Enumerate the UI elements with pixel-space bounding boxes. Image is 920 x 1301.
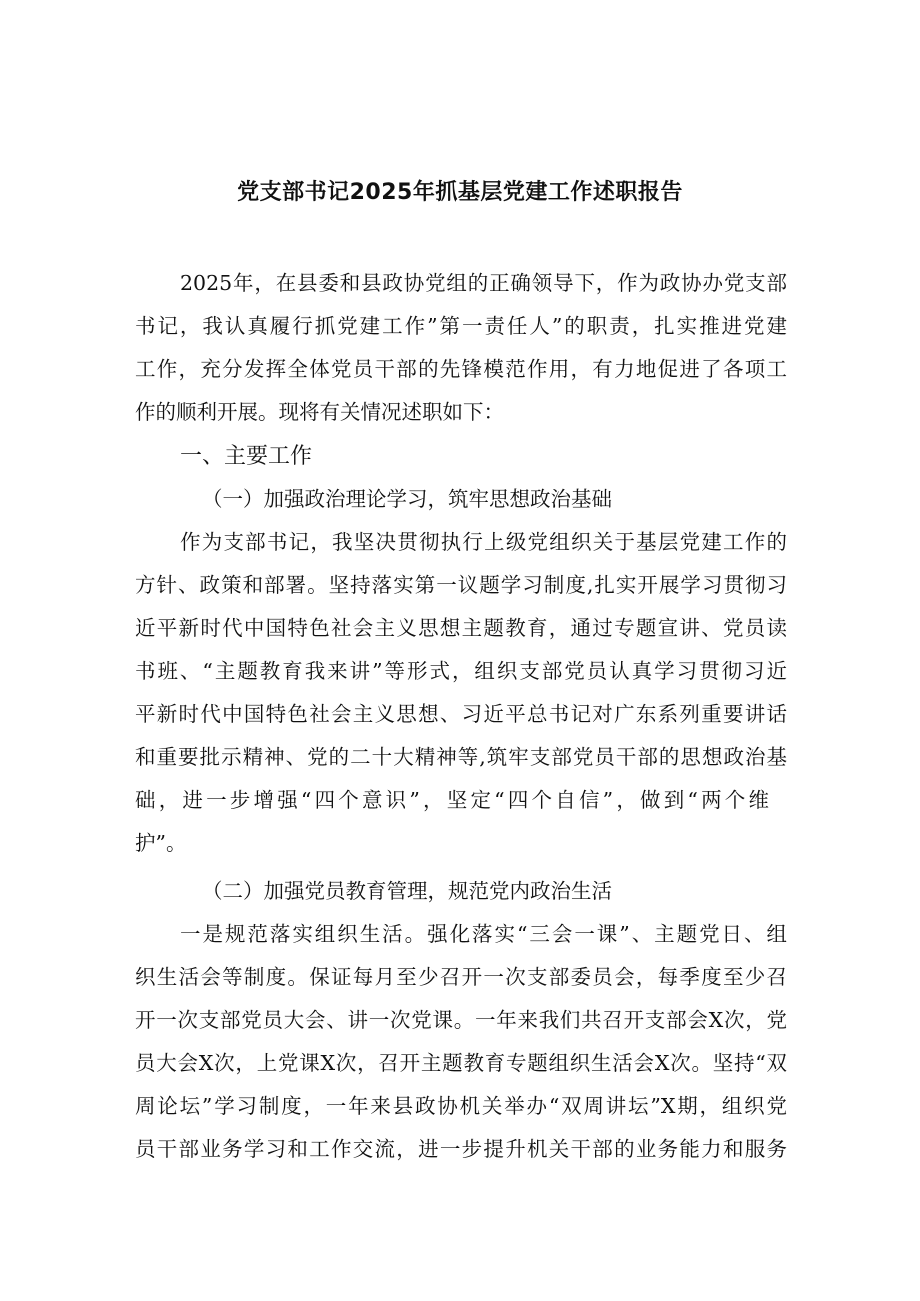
sub1-line-7: 础，进一步增强“四个意识”，坚定“四个自信”，做到“两个维 (135, 788, 773, 812)
sub1-line-1: 作为支部书记，我坚决贯彻执行上级党组织关于基层党建工作的 (180, 530, 787, 554)
document-title: 党支部书记2025年抓基层党建工作述职报告 (237, 180, 683, 205)
sub2-line-3: 开一次支部党员大会、讲一次党课。一年来我们共召开支部会X次，党 (135, 1008, 787, 1032)
intro-line-4: 作的顺利开展。现将有关情况述职如下： (135, 400, 504, 424)
section-heading-main-work: 一、主要工作 (180, 444, 313, 469)
subsection-heading-1: （一）加强政治理论学习，筑牢思想政治基础 (202, 487, 612, 511)
sub1-line-5: 平新时代中国特色社会主义思想、习近平总书记对广东系列重要讲话 (135, 702, 787, 726)
sub1-line-3: 近平新时代中国特色社会主义思想主题教育，通过专题宣讲、党员读 (135, 616, 787, 640)
sub2-line-4: 员大会X次，上党课X次，召开主题教育专题组织生活会X次。坚持“双 (135, 1051, 787, 1075)
sub2-line-2: 织生活会等制度。保证每月至少召开一次支部委员会，每季度至少召 (135, 965, 787, 989)
sub1-line-4: 书班、“主题教育我来讲”等形式，组织支部党员认真学习贯彻习近 (135, 659, 787, 683)
sub1-line-6: 和重要批示精神、党的二十大精神等,筑牢支部党员干部的思想政治基 (135, 745, 787, 769)
sub1-line-8: 护”。 (135, 831, 187, 855)
sub2-line-5: 周论坛”学习制度，一年来县政协机关举办“双周讲坛”X期，组织党 (135, 1094, 787, 1118)
intro-line-3: 工作，充分发挥全体党员干部的先锋模范作用，有力地促进了各项工 (135, 357, 787, 381)
sub2-line-6: 员干部业务学习和工作交流，进一步提升机关干部的业务能力和服务 (135, 1137, 787, 1161)
intro-line-2: 书记，我认真履行抓党建工作”第一责任人”的职责，扎实推进党建 (135, 314, 787, 338)
intro-line-1: 2025年，在县委和县政协党组的正确领导下，作为政协办党支部 (180, 271, 787, 295)
sub1-line-2: 方针、政策和部署。坚持落实第一议题学习制度,扎实开展学习贯彻习 (135, 573, 787, 597)
sub2-line-1: 一是规范落实组织生活。强化落实“三会一课”、主题党日、组 (180, 922, 787, 946)
subsection-heading-2: （二）加强党员教育管理，规范党内政治生活 (202, 879, 612, 903)
